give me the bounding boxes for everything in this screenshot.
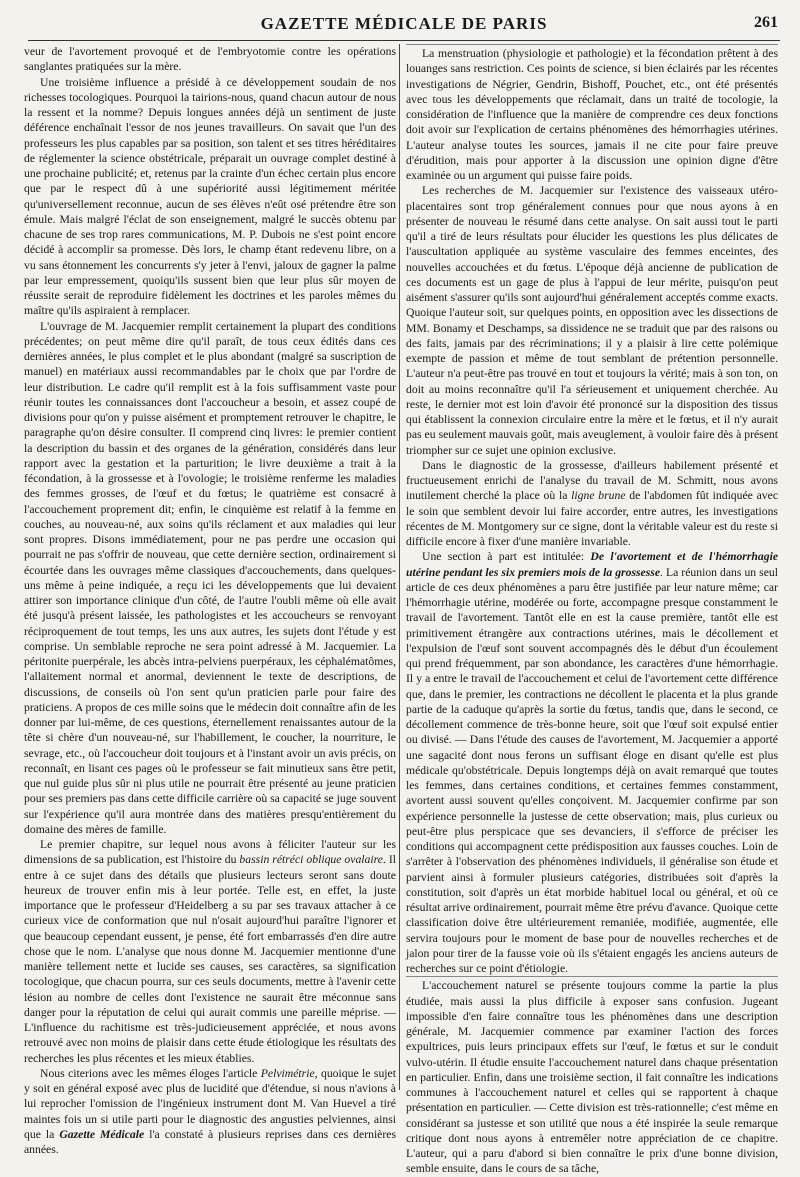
- paragraph-text: L'ouvrage de M. Jacquemier remplit certainement la plupart des conditions précédentes; on peut même dire qu'il paraît, de tous ceux édités dans ces dernières années, le plus complet et le plus abondant (malgré sa suscription de manuel) en matériaux aussi recommandables par le choix que par l'ordre de leur distribution. Le cadre qu'il remplit est à la fois suffisamment vaste pour réunir toutes les connaissances dont l'accoucheur a besoin, et assez coupé de divisions pour qu'on y puisse aisément et promptement retrouver le chapitre, le paragraphe qu'on désire consulter. Il comprend cinq livres: le premier contient la description du bassin et des organes de la génération, considérés dans leur rapport avec la gestation et la parturition; le livre deuxième a trait à la fécondation, à la grossesse et à l'ovologie; le troisième renferme les maladies des femmes grosses, de l'œuf et du fœtus; le quatrième est consacré à l'accouchement proprement dit; enfin, le cinquième est relatif à la femme en couches, au nouveau-né, aux soins qu'ils réclament et aux maladies qui leur sont propres. Disons immédiatement, pour ne pas perdre une occasion qui pourrait ne pas s'offrir de nouveau, que cette dernière section, ordinairement si écourtée dans les ouvrages même classiques d'accouchements, dans quelques-uns même à peine indiquée, a reçu ici les développements que lui devaient attirer son importance clinique d'un côté, de l'autre l'oubli même où elle avait été jusqu'à présent laissée, les pathologistes et les accoucheurs se renvoyant réciproquement de tout temps, les uns aux autres, les sujets dont l'étude y est comprise. Un semblable reproche ne sera point adressé à M. Jacquemier. La péritonite puerpérale, les abcès intra-pelviens puerpéraux, les céphalématômes, l'allaitement normal et anormal, deviennent le texte de descriptions, de discussions, de conseils où l'on sent qu'un praticien parle pour faire des praticiens. A propos de ces mille soins que le médecin doit connaître afin de les donner par lui-même, de ces questions, éternellement renaissantes autour de la tête si chère d'un nouveau-né, sur l'habillement, le coucher, la nourriture, le sevrage, etc., où l'accoucheur doit toujours et à l'instant avoir un avis précis, on reconnaît, en lisant ces pages où le professeur se fait minutieux sans être petit, que nul guide plus sûr ni plus utile ne pourrait être présenté au jeune praticien pour ses premiers pas dans cette difficile carrière où sa capacité se juge souvent sur l'expérience qu'il aura montrée dans des matières presqu'entièrement du domaine des mères de famille.: [24, 319, 397, 836]
- italic-phrase: bassin rétréci oblique ovalaire: [239, 853, 383, 867]
- paragraph-text: Le premier chapitre, sur lequel nous avons à féliciter l'auteur sur les dimensions de sa publication, est l'histoire du: [24, 838, 396, 867]
- emphasized-title: Gazette Médicale: [59, 1127, 145, 1141]
- article-paragraph: [406, 44, 778, 183]
- emphasized-title: De l'avortement et de l'hémorrhagie utérine pendant les six premiers mois de la grossesse: [406, 550, 779, 579]
- left-column: [24, 44, 397, 1156]
- article-paragraph: [24, 44, 396, 75]
- paragraph-text: La menstruation (physiologie et pathologie) et la fécondation prêtent à des louanges sans restriction. Ces points de science, si bien éclairés par les récentes investigations de Négrier, Gendrin, Bishoff, Pouchet, etc., ont été présentés avec tous les développements que réclamait, dans un traité de tocologie, la considération de l'influence que la manière de comprendre ces deux fonctions doit avoir sur l'explication de certains phénomènes des hémorrhagies utérines. L'auteur analyse toutes les sources, jamais il ne cite pour faire preuve d'érudition, mais pour apporter à la discussion une opinion digne d'être examinée ou un argument qui puisse faire poids.: [406, 47, 778, 182]
- paragraph-text: de l'abdomen fût indiquée avec le soin que semblent devoir lui faire accorder, entre autres, les investigations récentes de M. Montgomery sur ce signe, dont la véritable valeur est du reste si difficile encore à fixer d'une manière invariable.: [406, 489, 779, 548]
- paragraph-text: l'a constaté à plusieurs reprises dans ces dernières années.: [24, 1127, 397, 1156]
- article-paragraph: [24, 837, 396, 1066]
- paragraph-text: . Il entre à ce sujet dans des détails que plusieurs lecteurs seront sans doute heureux de trouver enfin mis à leur portée. Telle est, en effet, la juste importance que le professeur d'Heidelberg a su par ses travaux attacher à ce curieux vice de conformation que nul n'osait aujourd'hui paraître l'ignorer et que beaucoup cependant eussent, je pense, été fort embarrassés d'en dire autre chose que le nom. L'analyse que nous donne M. Jacquemier mentionne d'une manière tellement nette et lucide ses causes, ses caractères, sa signification tocologique, que chacun pourra, sur ces seuls documents, mettre à l'avenir cette lésion au nombre de celles dont l'existence ne saurait être méconnue sans danger pour la réputation de celui qui aurait commis une pareille méprise. — L'influence du rachitisme est très-judicieusement appréciée, et nous avons retrouvé avec non moins de plaisir dans cette étude étiologique les résultats des recherches les plus récentes et les mieux établies.: [24, 853, 396, 1065]
- running-title: GAZETTE MÉDICALE DE PARIS: [260, 14, 548, 33]
- article-paragraph: [24, 1066, 396, 1158]
- italic-phrase: Pelvimétrie: [260, 1066, 315, 1080]
- article-paragraph: [24, 319, 396, 838]
- right-column: [406, 44, 779, 1176]
- article-paragraph: [406, 976, 778, 1176]
- page-number: 261: [754, 14, 778, 31]
- paragraph-text: . La réunion dans un seul article de ces deux phénomènes a paru être justifiée par leur nature même; car l'hémorrhagie utérine, modérée ou forte, accompagne presque constamment le travail de l'avortement. Tantôt elle en est la cause première, tantôt elle est primitivement étrangère aux contractions utérines, mais le décollement et l'expulsion de l'œuf sont souvent accompagnés dès le début d'un écoulement qui prend fréquemment, par son abondance, les caractères d'une hémorrhagie. Il y a entre le travail de l'accouchement et celui de l'avortement cette différence que, dans le premier, les contractions ne décollent le placenta et la plus grande partie de la caduque qu'après la sortie du fœtus, tandis que, dans le second, ce décollement commence de très-bonne heure, soit que l'œuf soit expulsé entier ou divisé. — Dans l'étude des causes de l'avortement, M. Jacquemier a apporté une sagacité dont nous ferons un suffisant éloge en disant qu'elle est plus médicale qu'obstétricale. Depuis longtemps déjà on avait remarqué que toutes les femmes, dans certaines conditions, et certaines femmes constamment, avortent aussi souvent qu'elles conçoivent. M. Jacquemier confirme par son expérience personnelle la justesse de cette observation; mais, plus curieux ou peut-être plus perspicace que ses devanciers, il s'efforce de préciser les conditions qui accompagnent cette prédisposition aux fausses couches. Loin de s'arrêter à l'observation des phénomènes individuels, il généralise son étude et parvient ainsi à formuler plusieurs catégories, distribuées soit d'après la constitution, soit d'après un état morbide habituel local ou général, et où ce résultat arrive ordinairement, pourrait même être prévu d'avance. Quoique cette classification doive être ultérieurement remaniée, modifiée, augmentée, elle servira toujours pour le moment de base pour de nouvelles recherches et de jalon pour tirer de la fausse voie où ils s'étaient engagés les anciens auteurs de recherches sur ce point d'étiologie.: [406, 565, 778, 975]
- paragraph-text: , quoique le sujet y soit en général exposé avec plus de lucidité que d'étendue, si nous n'avions à lui reprocher l'omission de l'ingénieux instrument dont M. Van Huevel a tiré maintes fois un si utile parti pour le diagnostic des angusties pelviennes, ainsi que la: [24, 1066, 396, 1141]
- paragraph-text: Nous citerions avec les mêmes éloges l'article: [40, 1066, 261, 1080]
- paragraph-text: Dans le diagnostic de la grossesse, d'ailleurs habilement présenté et fructueusement enrichi de l'analyse du travail de M. Schmitt, nous avons inutilement cherché la place où la: [406, 458, 778, 503]
- article-paragraph: [406, 183, 778, 458]
- article-paragraph: [406, 458, 778, 550]
- paragraph-text: Une section à part est intitulée:: [422, 550, 591, 564]
- column-divider: [399, 44, 400, 1090]
- paragraph-text: Une troisième influence a présidé à ce développement soudain de nos richesses tocologiques. Pourquoi la tairions-nous, quand chacun autour de nous la ressent et la nomme? Depuis longues années déjà un sentiment de juste déférence enchaînait l'essor de nos jeunes travailleurs. On savait que l'un des professeurs les plus capables par sa position, son talent et ses titres héréditaires de réglementer la science obstétricale, préparait un ouvrage complet destiné à une prochaine publicité; et, retenus par la crainte d'un échec certain plus encore que par le respect dû à une supériorité aussi légitimement méritée qu'universellement reconnue, aucun de ses élèves n'eût osé prétendre être son émule. Mais malgré l'éclat de son enseignement, malgré le succès obtenu par chacune de ses trop rares communications, M. P. Dubois ne s'est point encore décidé à accomplir sa promesse. Dès lors, le champ étant redevenu libre, on a vu sans étonnement les concurrents s'y jeter à l'envi, jaloux de gagner la palme par leur empressement, quoiqu'ils sussent bien que leur plus sûr moyen de réussite serait de reproduire fidèlement les doctrines et les paroles mêmes du maître qu'ils aspiraient à remplacer.: [24, 75, 396, 318]
- paragraph-text: veur de l'avortement provoqué et de l'embryotomie contre les opérations sanglantes pratiquées sur la mère.: [24, 45, 396, 74]
- italic-phrase: ligne brune: [571, 489, 626, 503]
- article-paragraph: [24, 75, 396, 319]
- paragraph-text: Les recherches de M. Jacquemier sur l'existence des vaisseaux utéro-placentaires sont trop généralement connues pour que nous ayons à en présenter de nouveau le résumé dans cette analyse. On sait aussi tout le parti qu'il a tiré de leurs résultats pour élucider les questions les plus délicates de l'auscultation appliquée au système vasculaire des femmes enceintes, des nouvelles accouchées et du fœtus. L'époque déjà ancienne de publication de ces documents est un gage de plus à l'appui de leur mérite, puisqu'on peut aisément s'assurer qu'ils sont aujourd'hui généralement acceptés comme exacts. Quoique l'auteur soit, sur quelques points, en opposition avec les dissections de MM. Bonamy et Deschamps, sa dissidence ne se traduit que par des raisons ou des faits, jamais par des récriminations; il y a plaisir à lire cette polémique exempte de passion et même de tout semblant de prétention personnelle. L'auteur n'a peut-être pas trouvé en tout et toujours la vérité; mais à son ton, on doit au moins reconnaître qu'il l'a sérieusement et uniquement cherchée. Au reste, le dernier mot est loin d'avoir été prononcé sur la disposition des tissus qui établissent la connexion circulaire entre la mère et le fœtus, et il n'y aurait pas eu seulement mauvais goût, mais aveuglement, à vouloir faire dès à présent triompher sur ce sujet une opinion exclusive.: [406, 184, 778, 457]
- paragraph-text: L'accouchement naturel se présente toujours comme la partie la plus étudiée, mais aussi la plus difficile à exposer sans confusion. Jugeant impossible d'en faire connaître tous les phénomènes dans une description générale, M. Jacquemier commence par examiner l'action des forces expultrices, puis leurs principaux effets sur l'œuf, le fœtus et sur le conduit vulvo-utérin. Il étudie ensuite l'accouchement naturel dans chaque présentation en particulier. Enfin, dans une troisième section, il fait connaître les indications communes à l'accouchement naturel et celles qui se rapportent à chaque présentation en particulier. — Cette division est très-rationnelle; c'est même en considérant sa justesse et son utilité que nous a été inspirée la seule remarque critique dont nous ayons à entremêler notre appréciation de ce chapitre. L'auteur, qui a paru d'abord si bien connaître le prix d'une bonne division, semble ensuite, dans le cours de sa tâche,: [406, 979, 778, 1176]
- article-paragraph: [406, 549, 778, 976]
- page-header: [28, 10, 780, 41]
